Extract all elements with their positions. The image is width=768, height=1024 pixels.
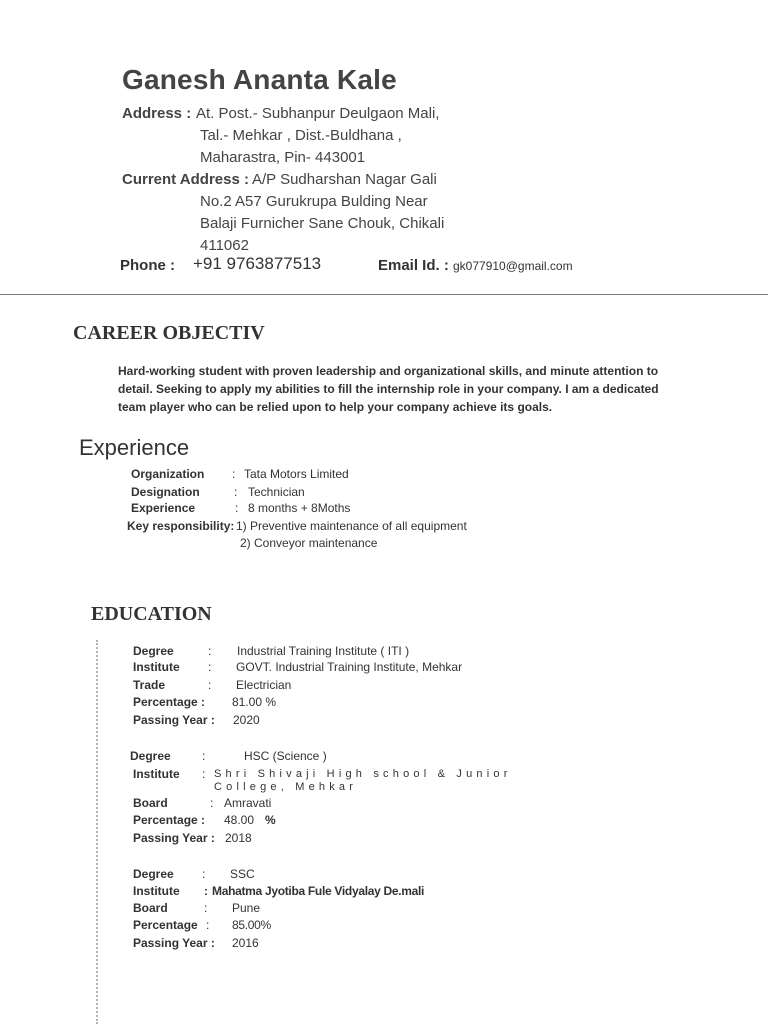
exp-designation-sep: : [234,485,238,499]
ssc-percentage-label: Percentage [133,918,198,932]
iti-year-label: Passing Year : [133,713,215,727]
email-link[interactable]: gk077910@gmail.com [453,259,573,273]
hsc-percentage-value: 48.00 [224,813,255,827]
iti-institute-colon: : [208,660,212,674]
hsc-board-colon: : [210,796,214,810]
career-objective-text: Hard-working student with proven leadership and organizational skills, and minute attention to detail. Seeking to apply my abilities to fill the internship role in your company. I am a dedicated team player who can be relied upon to help your company achieve its goals. [118,364,659,414]
hsc-institute-line-2: College, Mehkar [214,781,358,793]
iti-trade-colon: : [208,678,212,692]
education-dotted-rule [96,640,98,1024]
hsc-percentage-label: Percentage : [133,813,206,827]
phone-number: +91 9763877513 [193,254,322,273]
iti-percentage-value: 81.00 % [232,695,277,709]
ssc-degree-colon: : [202,867,206,881]
career-objective-heading: CAREER OBJECTIV [73,322,265,344]
header-divider [0,294,768,295]
exp-organization-value: Tata Motors Limited [244,467,349,481]
exp-duration-label: Experience [131,501,196,515]
phone-label: Phone : [120,257,175,274]
exp-designation-value: Technician [248,485,305,499]
ssc-percentage-value: 85.00% [232,918,271,932]
hsc-institute-line-1: Shri Shivaji High school & Junior [214,768,512,780]
ssc-institute-value: Mahatma Jyotiba Fule Vidyalay De.mali [212,884,425,898]
email-label: Email Id. : [378,257,449,274]
iti-degree-label: Degree [133,644,174,658]
ssc-degree-label: Degree [133,867,174,881]
hsc-institute-colon: : [202,767,206,781]
exp-duration-sep: : [235,501,239,515]
hsc-degree-label: Degree [130,749,171,763]
iti-institute-label: Institute [133,660,180,674]
current-address-line-2: No.2 A57 Gurukrupa Bulding Near [200,193,428,210]
exp-key-responsibility-label: Key responsibility: [127,519,235,533]
exp-duration-value: 8 months + 8Moths [248,501,351,515]
hsc-board-label: Board [133,796,168,810]
hsc-percent-sign: % [265,813,276,827]
address-label: Address : [122,105,192,122]
current-address-line-1: A/P Sudharshan Nagar Gali [252,171,437,188]
experience-heading: Experience [79,435,190,460]
hsc-degree-value: HSC (Science ) [244,749,327,763]
iti-trade-value: Electrician [236,678,292,692]
ssc-institute-colon: : [204,884,208,898]
ssc-percentage-colon: : [206,918,210,932]
address-line-2: Tal.- Mehkar , Dist.-Buldhana , [200,127,402,144]
resume-name: Ganesh Ananta Kale [122,64,397,95]
hsc-institute-label: Institute [133,767,180,781]
exp-designation-label: Designation [131,485,200,499]
ssc-degree-value: SSC [230,867,255,881]
ssc-year-value: 2016 [232,936,259,950]
exp-organization-label: Organization [131,467,205,481]
hsc-year-label: Passing Year : [133,831,215,845]
current-address-line-4: 411062 [200,237,249,254]
exp-organization-sep: : [232,467,236,481]
address-line-3: Maharastra, Pin- 443001 [200,149,366,166]
hsc-board-value: Amravati [224,796,272,810]
exp-key-responsibility-2: 2) Conveyor maintenance [240,536,378,550]
iti-institute-value: GOVT. Industrial Training Institute, Mehkar [236,660,463,674]
address-line-1: At. Post.- Subhanpur Deulgaon Mali, [196,105,440,122]
ssc-year-label: Passing Year : [133,936,215,950]
iti-degree-value: Industrial Training Institute ( ITI ) [237,644,410,658]
hsc-degree-colon: : [202,749,206,763]
ssc-board-value: Pune [232,901,261,915]
exp-key-responsibility-1: 1) Preventive maintenance of all equipment [236,519,467,533]
ssc-institute-label: Institute [133,884,180,898]
current-address-label: Current Address : [122,171,249,188]
education-heading: EDUCATION [91,603,212,625]
iti-year-value: 2020 [233,713,260,727]
ssc-board-colon: : [204,901,208,915]
current-address-line-3: Balaji Furnicher Sane Chouk, Chikali [200,215,445,232]
hsc-year-value: 2018 [225,831,252,845]
iti-degree-colon: : [208,644,212,658]
iti-percentage-label: Percentage : [133,695,206,709]
ssc-board-label: Board [133,901,168,915]
iti-trade-label: Trade [133,678,166,692]
